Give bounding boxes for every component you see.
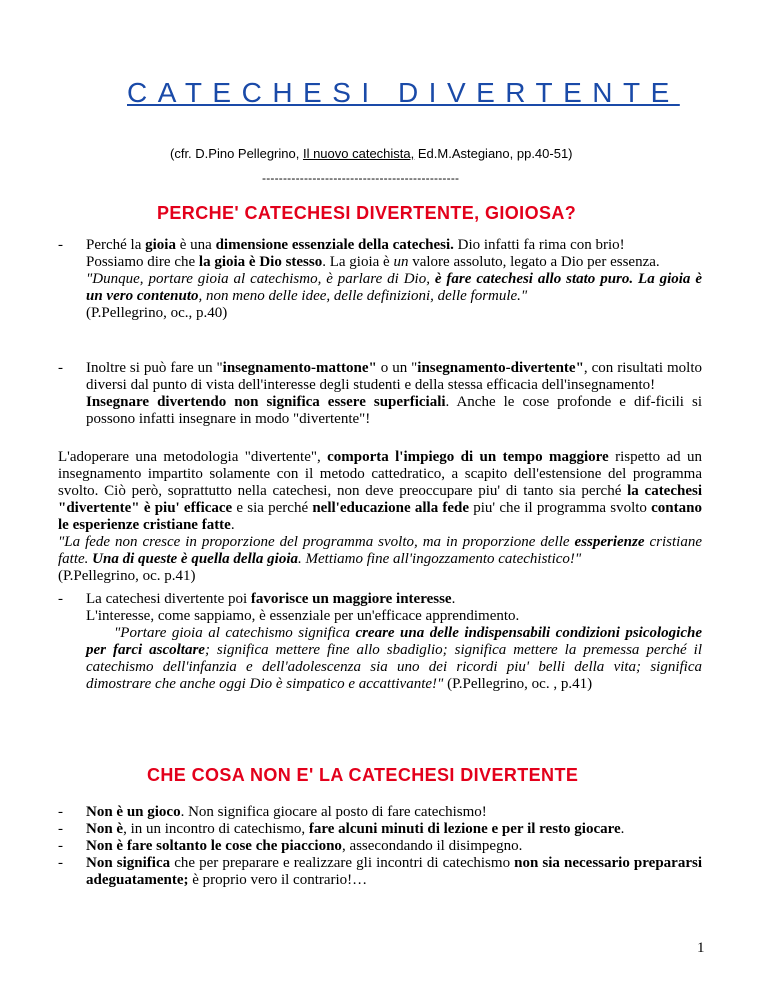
bullet-gioia: - Perché la gioia è una dimensione essenziale della catechesi. Dio infatti fa rima con brio! Possiamo dire che la gioia è Dio stesso. La gioia è un valore assoluto, legato a Dio per essenza. "Dunque, portare gioia al catechismo, è parlare di Dio, è fare catechesi allo stato puro. La gioia è un vero contenuto, non meno delle idee, delle definizioni, delle formule." (P.Pellegrino, oc., p.40): [58, 237, 702, 321]
bullet-interesse: - La catechesi divertente poi favorisce un maggiore interesse. L'interesse, come sappiamo, è essenziale per un'efficace apprendimento. "Portare gioia al catechismo significa creare una delle indispensabili condizioni psicologiche per farci ascoltare; significa mettere fine allo sbadiglio; significa mettere la premessa perché il catechismo dell'infanzia e dell'adolescenza sia uno dei ricordi piu' belli della vita; significa dimostrare che anche oggi Dio è simpatico e accattivante!" (P.Pellegrino, oc. , p.41): [58, 591, 702, 692]
list-item: - Non è fare soltanto le cose che piacciono, assecondando il disimpegno.: [58, 838, 523, 854]
bullet-marker: -: [58, 591, 63, 607]
bullet-marker: -: [58, 360, 63, 376]
citation: (cfr. D.Pino Pellegrino, Il nuovo catechista, Ed.M.Astegiano, pp.40-51): [170, 146, 573, 161]
page-title: CATECHESI DIVERTENTE: [127, 77, 680, 108]
not-list: [58, 804, 702, 889]
list-item: - Non è, in un incontro di catechismo, fare alcuni minuti di lezione e per il resto giocare.: [58, 821, 625, 837]
separator: -----------------------------------------------: [262, 171, 460, 185]
list-item: - Non significa che per preparare e realizzare gli incontri di catechismo non sia necessario prepararsi adeguatamente; è proprio vero il contrario!…: [58, 855, 702, 888]
book-title: Il nuovo catechista,: [302, 146, 415, 161]
bullet-insegnamento: - Inoltre si può fare un "insegnamento-mattone" o un "insegnamento-divertente", con risultati molto diversi dal punto di vista dell'interesse degli studenti e della stessa efficacia dell'insegnamento! Insegnare divertendo non significa essere superficiali. Anche le cose profonde e dif-ficili si possono infatti insegnare in modo "divertente"!: [58, 360, 702, 427]
section-heading-why: PERCHE' CATECHESI DIVERTENTE, GIOIOSA?: [157, 203, 577, 223]
section-heading-what-not: CHE COSA NON E' LA CATECHESI DIVERTENTE: [147, 765, 579, 785]
page-number: 1: [697, 940, 705, 956]
list-item: - Non è un gioco. Non significa giocare al posto di fare catechismo!: [58, 804, 487, 820]
paragraph-metodologia: L'adoperare una metodologia "divertente", comporta l'impiego di un tempo maggiore rispetto ad un insegnamento impartito solamente con il metodo cattedratico, a scapito dell'estensione del programma svolto. Ciò però, soprattutto nella catechesi, non deve preoccupare piu' di tanto sia perché la catechesi "divertente" è piu' efficace e sia perché nell'educazione alla fede piu' che il programma svolto contano le esperienze cristiane fatte. "La fede non cresce in proporzione del programma svolto, ma in proporzione delle essperienze cristiane fatte. Una di queste è quella della gioia. Mettiamo fine all'ingozzamento catechistico!" (P.Pellegrino, oc. p.41): [58, 449, 703, 584]
bullet-marker: -: [58, 237, 63, 253]
